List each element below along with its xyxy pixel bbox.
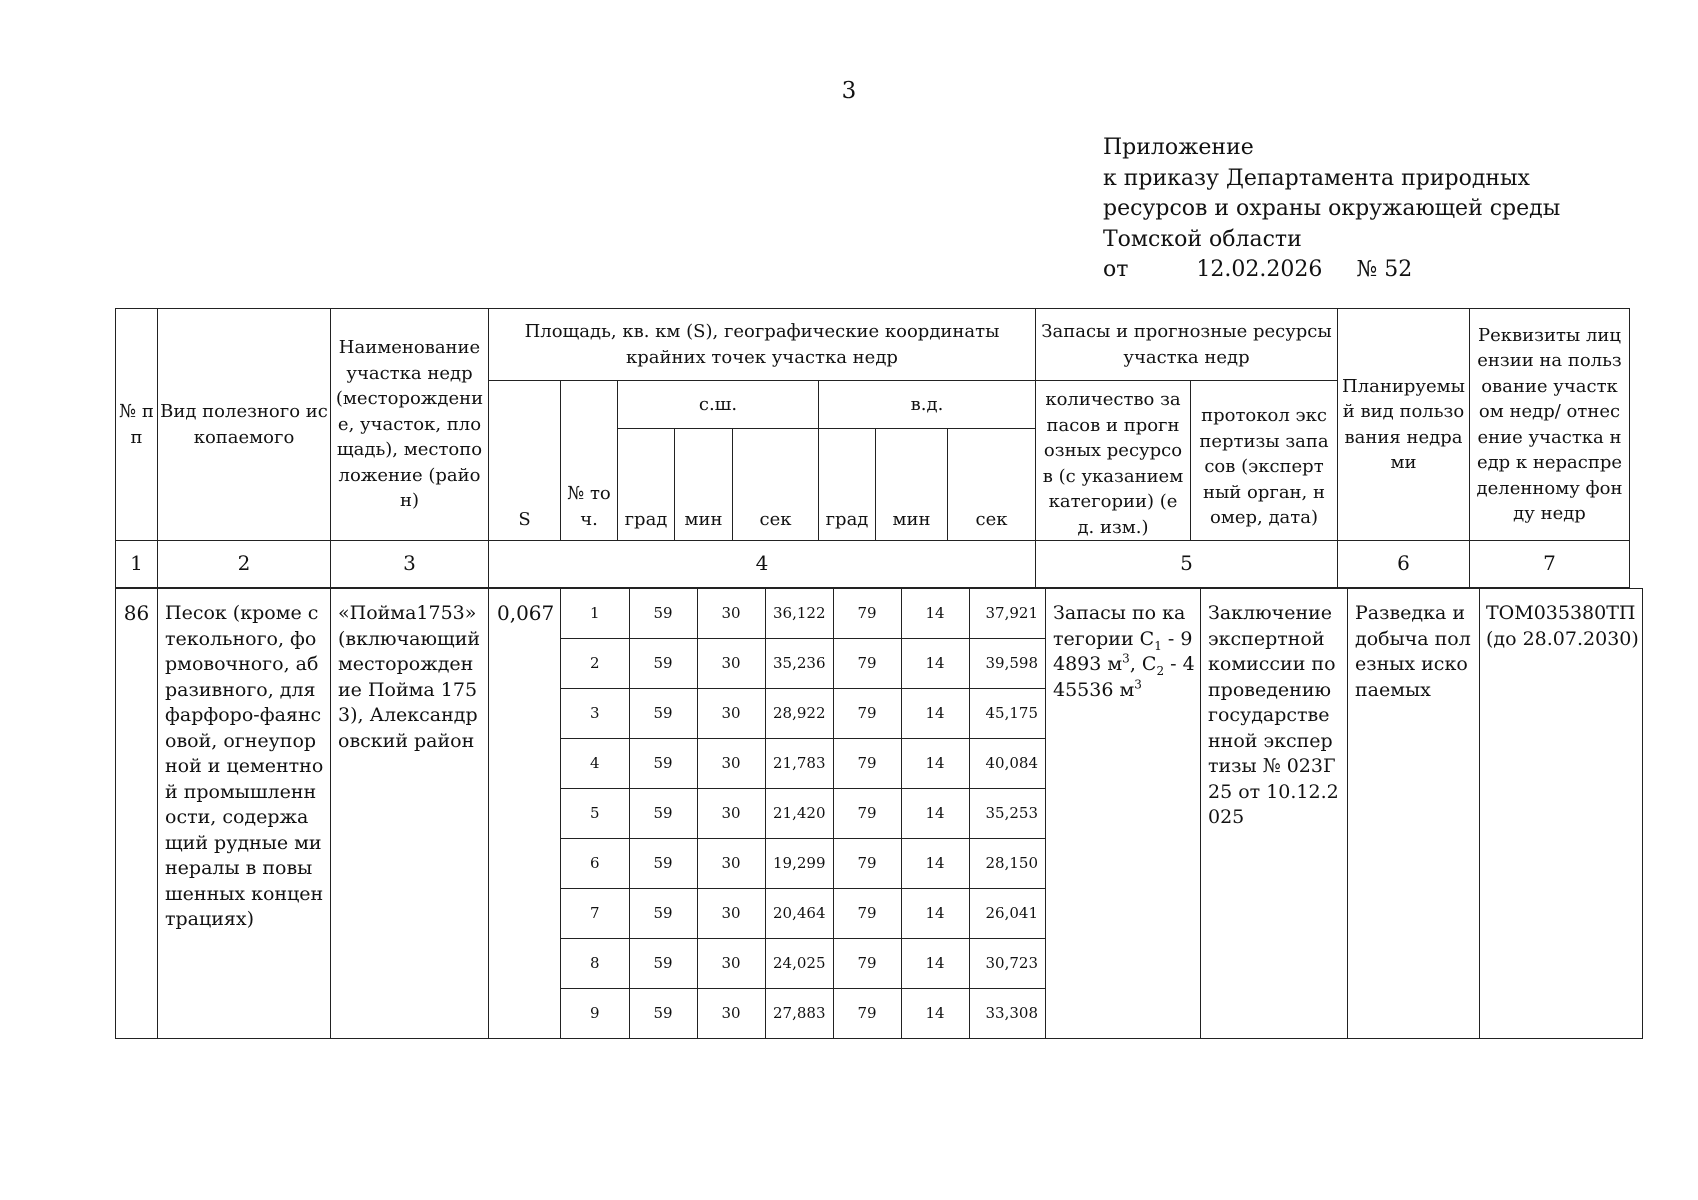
lat-seconds: 21,420 — [765, 789, 833, 839]
header-no: № пп — [116, 309, 158, 541]
lat-degrees: 59 — [629, 739, 697, 789]
row-license — [1480, 589, 1643, 1039]
coordinate-row — [561, 839, 1045, 889]
reserves-category-index: 1 — [1154, 638, 1162, 653]
point-number: 9 — [561, 989, 629, 1039]
lat-degrees: 59 — [629, 639, 697, 689]
row-reserves — [1046, 589, 1201, 1039]
lon-minutes: 14 — [901, 689, 969, 739]
coordinate-row — [561, 689, 1045, 739]
lon-minutes: 14 — [901, 639, 969, 689]
lat-minutes: 30 — [697, 939, 765, 989]
lon-minutes: 14 — [901, 989, 969, 1039]
lat-minutes: 30 — [697, 739, 765, 789]
lat-seconds: 27,883 — [765, 989, 833, 1039]
column-number: 3 — [331, 541, 489, 588]
license-number: ТОМ035380ТП — [1486, 602, 1636, 624]
table-row — [116, 589, 1643, 1039]
coordinates-table — [561, 589, 1045, 1038]
lon-seconds: 30,723 — [969, 939, 1045, 989]
lon-degrees: 79 — [833, 689, 901, 739]
appendix-title: Приложение — [1103, 135, 1254, 160]
lon-degrees: 79 — [833, 639, 901, 689]
reserves-unit-power: 3 — [1134, 677, 1142, 692]
coordinate-row — [561, 939, 1045, 989]
column-number: 6 — [1338, 541, 1470, 588]
row-usage: Разведка и добыча полезных ископаемых — [1348, 589, 1480, 1039]
lon-degrees: 79 — [833, 939, 901, 989]
coordinate-row — [561, 639, 1045, 689]
lon-seconds: 37,921 — [969, 589, 1045, 639]
lat-seconds: 36,122 — [765, 589, 833, 639]
lat-seconds: 20,464 — [765, 889, 833, 939]
license-until: (до 28.07.2030) — [1486, 627, 1639, 650]
lat-minutes: 30 — [697, 639, 765, 689]
lat-degrees: 59 — [629, 939, 697, 989]
appendix-line: ресурсов и охраны окружающей среды — [1103, 196, 1561, 221]
lon-degrees: 79 — [833, 789, 901, 839]
appendix-line: к приказу Департамента природных — [1103, 165, 1530, 191]
header-reserves-protocol: протокол экспертизы запасов (экспертный орган, номер, дата) — [1191, 381, 1338, 541]
column-number: 4 — [489, 541, 1036, 588]
point-number: 7 — [561, 889, 629, 939]
lat-seconds: 21,783 — [765, 739, 833, 789]
coordinate-row — [561, 739, 1045, 789]
header-mineral: Вид полезного ископаемого — [158, 309, 331, 541]
reserves-value: - 445536 м — [1053, 653, 1195, 701]
lat-minutes: 30 — [697, 839, 765, 889]
lon-minutes: 14 — [901, 589, 969, 639]
lat-minutes: 30 — [697, 689, 765, 739]
header-lat-deg: град — [618, 429, 675, 541]
lon-degrees: 79 — [833, 989, 901, 1039]
reserves-unit-power: 3 — [1122, 651, 1130, 666]
lat-minutes: 30 — [697, 589, 765, 639]
lon-minutes: 14 — [901, 889, 969, 939]
point-number: 3 — [561, 689, 629, 739]
lon-seconds: 28,150 — [969, 839, 1045, 889]
lat-degrees: 59 — [629, 989, 697, 1039]
point-number: 6 — [561, 839, 629, 889]
lon-seconds: 45,175 — [969, 689, 1045, 739]
lon-minutes: 14 — [901, 939, 969, 989]
lat-seconds: 24,025 — [765, 939, 833, 989]
order-from-label: от — [1103, 257, 1129, 282]
point-number: 8 — [561, 939, 629, 989]
header-license: Реквизиты лицензии на пользование участком недр/ отнесение участка недр к нераспределенному фонду недр — [1470, 309, 1630, 541]
lat-degrees: 59 — [629, 889, 697, 939]
lon-seconds: 26,041 — [969, 889, 1045, 939]
appendix-header — [1103, 133, 1560, 286]
coordinate-row — [561, 989, 1045, 1039]
column-number: 2 — [158, 541, 331, 588]
lon-degrees: 79 — [833, 889, 901, 939]
header-lat-min: мин — [675, 429, 733, 541]
lon-seconds: 35,253 — [969, 789, 1045, 839]
header-lon-deg: град — [819, 429, 876, 541]
row-protocol: Заключение экспертной комиссии по проведению государственной экспертизы № 023Г25 от 10.12.2025 — [1201, 589, 1348, 1039]
column-numbers-row — [116, 541, 1630, 588]
lat-minutes: 30 — [697, 989, 765, 1039]
header-lon-sec: сек — [948, 429, 1036, 541]
header-lat: с.ш. — [618, 381, 819, 429]
order-reference — [1103, 255, 1560, 286]
lon-seconds: 39,598 — [969, 639, 1045, 689]
subsoil-table — [115, 308, 1643, 1039]
coordinates-cell — [561, 589, 1046, 1039]
header-usage: Планируемый вид пользования недрами — [1338, 309, 1470, 541]
row-area: 0,067 — [489, 589, 561, 1039]
lon-minutes: 14 — [901, 839, 969, 889]
reserves-category-index: 2 — [1156, 663, 1165, 678]
header-lon-min: мин — [876, 429, 948, 541]
lat-degrees: 59 — [629, 789, 697, 839]
lat-minutes: 30 — [697, 889, 765, 939]
appendix-line: Томской области — [1103, 226, 1302, 252]
coordinate-row — [561, 889, 1045, 939]
header-reserves: Запасы и прогнозные ресурсы участка недр — [1036, 309, 1338, 381]
lat-seconds: 35,236 — [765, 639, 833, 689]
column-number: 7 — [1470, 541, 1630, 588]
coordinate-row — [561, 789, 1045, 839]
header-lon: в.д. — [819, 381, 1036, 429]
header-lat-sec: сек — [733, 429, 819, 541]
table-header — [115, 308, 1630, 588]
lat-seconds: 19,299 — [765, 839, 833, 889]
lat-degrees: 59 — [629, 689, 697, 739]
page-number: 3 — [841, 78, 857, 104]
lat-minutes: 30 — [697, 789, 765, 839]
lon-minutes: 14 — [901, 739, 969, 789]
lon-seconds: 33,308 — [985, 1003, 1038, 1022]
lat-degrees: 59 — [629, 839, 697, 889]
header-s: S — [489, 381, 561, 541]
coordinate-row — [561, 589, 1045, 639]
column-number: 5 — [1036, 541, 1338, 588]
lon-seconds: 40,084 — [969, 739, 1045, 789]
point-number: 2 — [561, 639, 629, 689]
row-mineral: Песок (кроме стекольного, формовочного, абразивного, для фарфоро-фаянсовой, огнеупорной и цементной промышленности, содержащий рудные минералы в повышенных концентрациях) — [158, 589, 331, 1039]
point-number: 4 — [561, 739, 629, 789]
lat-seconds: 28,922 — [765, 689, 833, 739]
lon-minutes: 14 — [901, 789, 969, 839]
row-name: «Пойма1753» (включающий месторождение Пойма 1753), Александровский район — [331, 589, 489, 1039]
lon-degrees: 79 — [833, 739, 901, 789]
reserves-separator: , С — [1129, 653, 1157, 675]
point-number: 1 — [561, 589, 629, 639]
column-number: 1 — [116, 541, 158, 588]
order-date: 12.02.2026 — [1196, 257, 1323, 282]
reserves-prefix: Запасы по категории С — [1053, 602, 1186, 650]
header-name: Наименование участка недр (месторождение, участок, площадь), местоположение (район) — [331, 309, 489, 541]
table-body — [115, 588, 1643, 1039]
order-number: № 52 — [1356, 257, 1413, 282]
point-number: 5 — [561, 789, 629, 839]
header-point: № точ. — [561, 381, 618, 541]
header-area-coords: Площадь, кв. км (S), географические координаты крайних точек участка недр — [489, 309, 1036, 381]
reserves-value: - 94893 м — [1053, 627, 1193, 675]
lat-degrees: 59 — [629, 589, 697, 639]
header-reserves-qty: количество запасов и прогнозных ресурсов (с указанием категории) (ед. изм.) — [1036, 381, 1191, 541]
row-number: 86 — [116, 589, 158, 1039]
lon-degrees: 79 — [833, 839, 901, 889]
lon-degrees: 79 — [833, 589, 901, 639]
